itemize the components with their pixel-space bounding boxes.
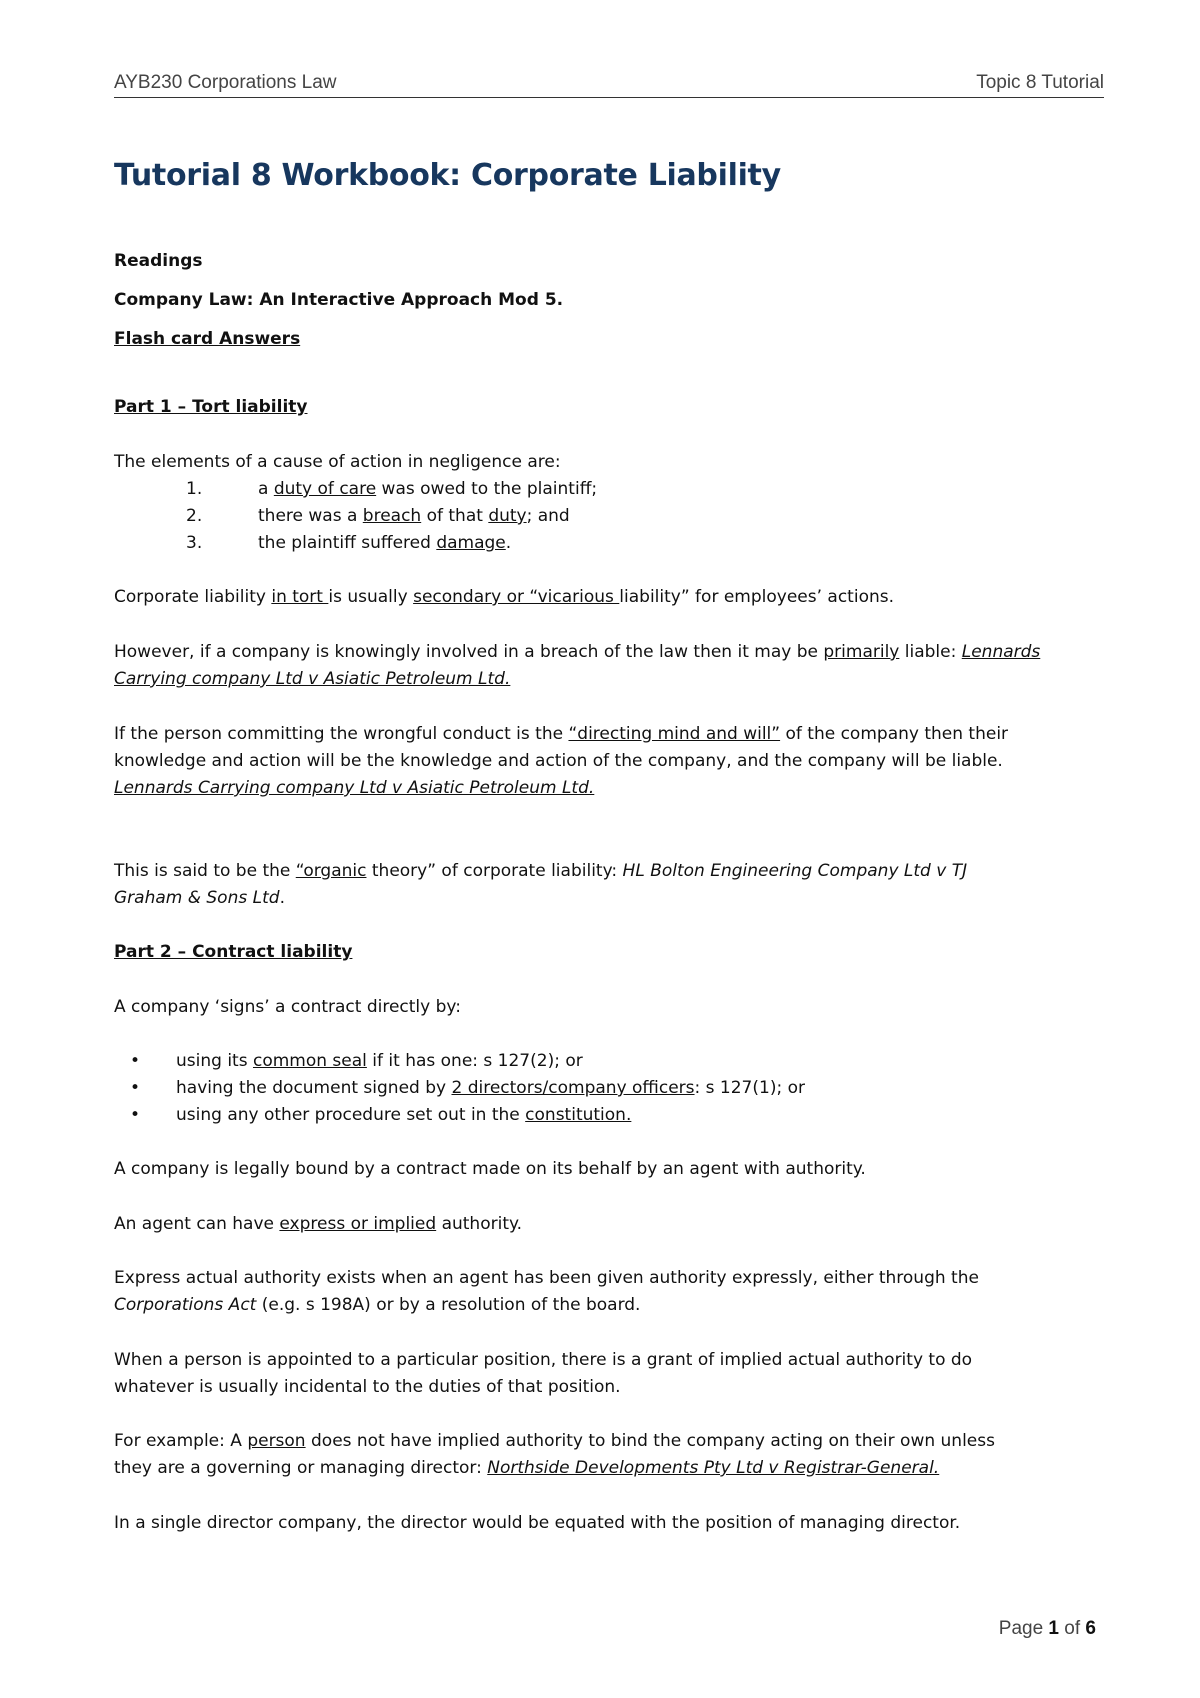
case-citation: Lennards Carrying company Ltd v Asiatic Petroleum Ltd. <box>114 778 595 798</box>
case-citation: Northside Developments Pty Ltd v Registrar-General. <box>487 1458 940 1478</box>
topic-name: Topic 8 Tutorial <box>976 72 1104 93</box>
paragraph-vicarious: Corporate liability in tort is usually secondary or “vicarious liability” for employees’ actions. <box>114 587 895 607</box>
bullet-item: • using its common seal if it has one: s 127(2); or <box>130 1051 583 1071</box>
case-citation: Lennards <box>961 642 1041 662</box>
paragraph-implied-authority: When a person is appointed to a particular position, there is a grant of implied actual authority to do <box>114 1350 973 1370</box>
readings-heading: Readings <box>114 251 203 271</box>
paragraph-agent-authority: An agent can have express or implied authority. <box>114 1214 523 1234</box>
paragraph-directing-mind-line2: knowledge and action will be the knowledge and action of the company, and the company will be liable. <box>114 751 1003 771</box>
flash-card-answers: Flash card Answers <box>114 329 301 349</box>
paragraph-example-line2: they are a governing or managing director: Northside Developments Pty Ltd v Registrar-General. <box>114 1458 940 1478</box>
bullet-icon: • <box>130 1051 141 1071</box>
paragraph-implied-authority-line2: whatever is usually incidental to the duties of that position. <box>114 1377 621 1397</box>
course-name: AYB230 Corporations Law <box>114 72 337 93</box>
part1-heading: Part 1 – Tort liability <box>114 397 308 417</box>
bullet-icon: • <box>130 1078 141 1098</box>
case-citation: Graham & Sons Ltd <box>114 888 280 908</box>
paragraph-single-director: In a single director company, the director would be equated with the position of managing director. <box>114 1513 961 1533</box>
bullet-item: • having the document signed by 2 directors/company officers: s 127(1); or <box>130 1078 805 1098</box>
bullet-icon: • <box>130 1105 141 1125</box>
paragraph-express-authority: Express actual authority exists when an agent has been given authority expressly, either through the <box>114 1268 979 1288</box>
paragraph-directing-mind: If the person committing the wrongful conduct is the “directing mind and will” of the company then their <box>114 724 1009 744</box>
part2-intro: A company ‘signs’ a contract directly by: <box>114 997 461 1017</box>
part2-heading: Part 2 – Contract liability <box>114 942 353 962</box>
list-item: 2. there was a breach of that duty; and <box>186 506 570 526</box>
bullet-item: • using any other procedure set out in the constitution. <box>130 1105 632 1125</box>
paragraph-express-authority-line2: Corporations Act (e.g. s 198A) or by a resolution of the board. <box>114 1295 641 1315</box>
case-citation: Carrying company Ltd v Asiatic Petroleum Ltd. <box>114 669 511 689</box>
case-citation: HL Bolton Engineering Company Ltd v TJ <box>622 861 968 881</box>
list-item: 1. a duty of care was owed to the plaintiff; <box>186 479 598 499</box>
paragraph-legally-bound: A company is legally bound by a contract made on its behalf by an agent with authority. <box>114 1159 866 1179</box>
page-header <box>114 70 1104 98</box>
paragraph-organic-theory: This is said to be the “organic theory” of corporate liability: HL Bolton Engineering Company Ltd v TJ <box>114 861 968 881</box>
paragraph-primary-liability: However, if a company is knowingly involved in a breach of the law then it may be primarily liable: Lennards <box>114 642 1041 662</box>
list-item: 3. the plaintiff suffered damage. <box>186 533 512 553</box>
document-title: Tutorial 8 Workbook: Corporate Liability <box>114 158 781 193</box>
paragraph-organic-theory-line2: Graham & Sons Ltd. <box>114 888 285 908</box>
page-number: Page 1 of 6 <box>998 1618 1096 1639</box>
part1-intro: The elements of a cause of action in negligence are: <box>114 452 561 472</box>
readings-book: Company Law: An Interactive Approach Mod 5. <box>114 290 564 310</box>
paragraph-example: For example: A person does not have implied authority to bind the company acting on their own unless <box>114 1431 995 1451</box>
